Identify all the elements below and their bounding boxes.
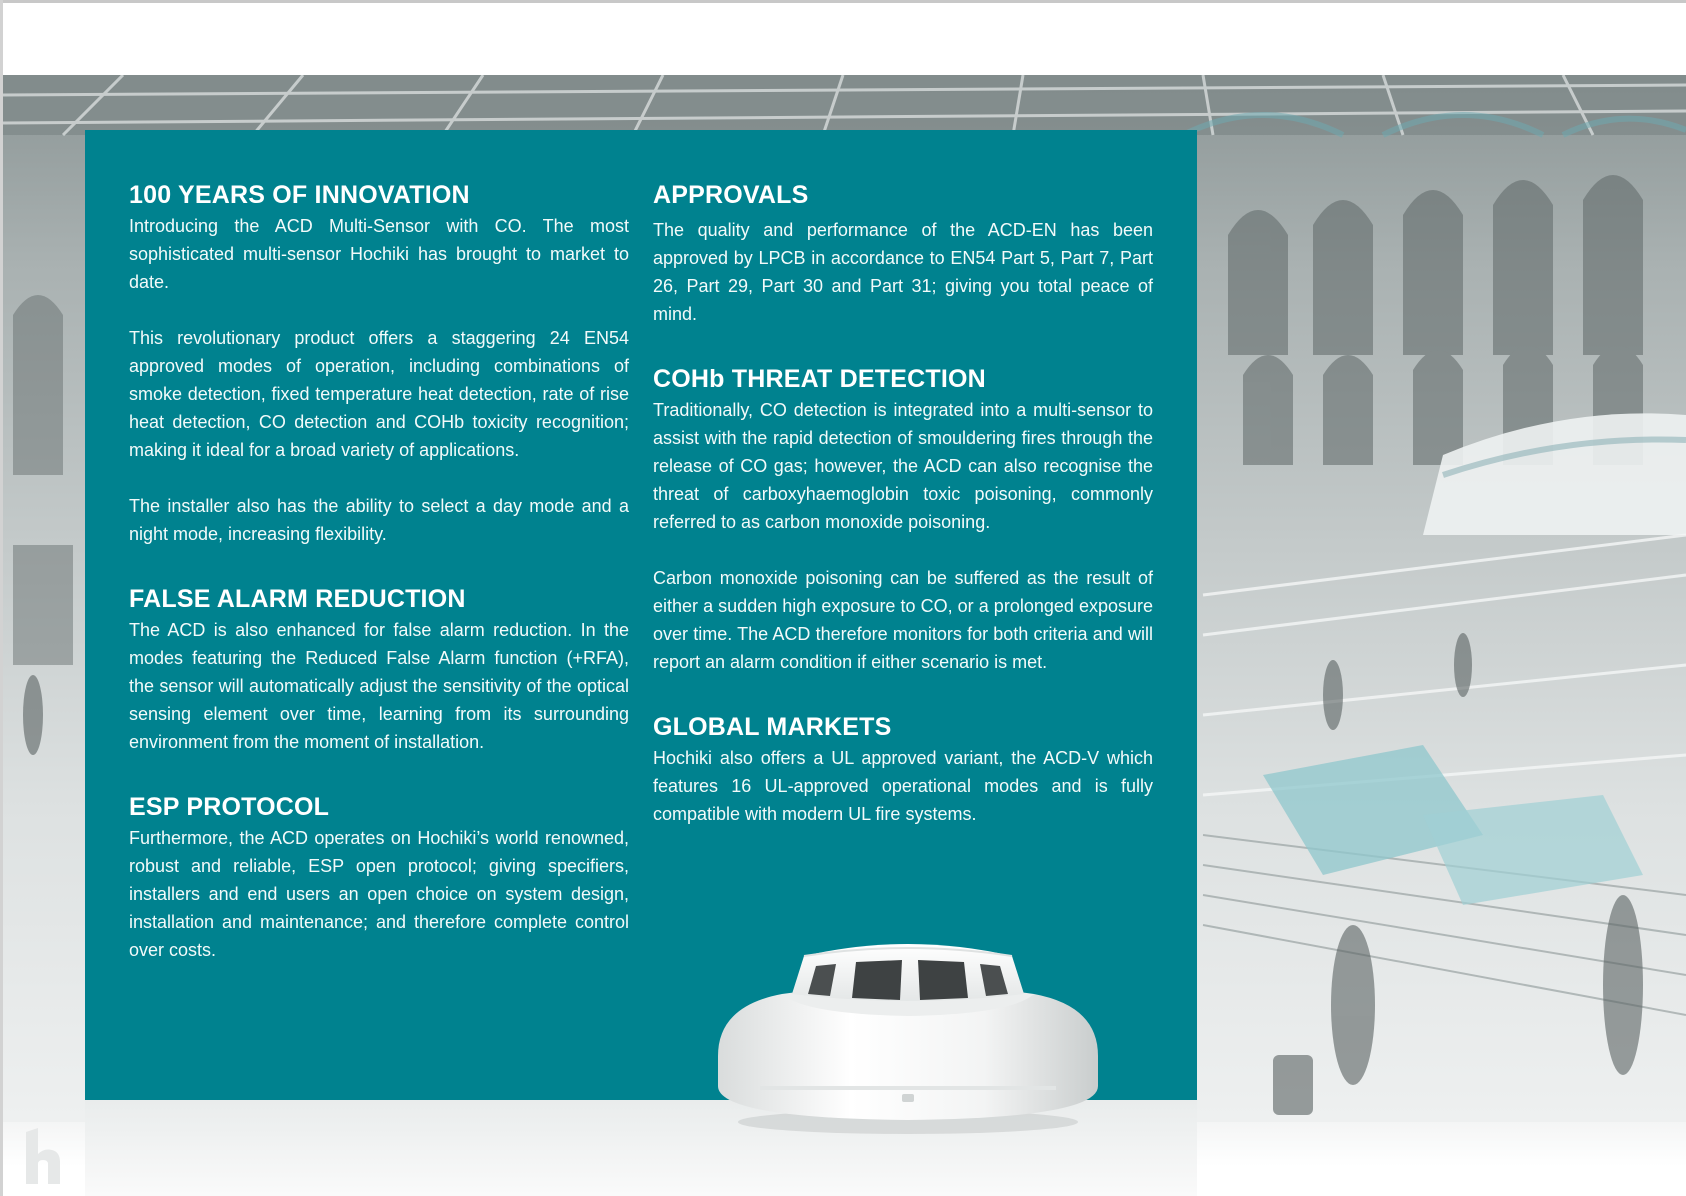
global-markets-paragraph: Hochiki also offers a UL approved variant, the ACD-V which features 16 UL-approved operational modes and is fully compatible with modern UL fire systems.	[653, 748, 1153, 824]
cohb-paragraph-1: Traditionally, CO detection is integrated into a multi-sensor to assist with the rapid detection of smouldering fires through the release of CO gas; however, the ACD can also recognise the threat of carboxyhaemoglobin toxic poisoning, commonly referred to as carbon monoxide poisoning.	[653, 400, 1153, 532]
innovation-paragraph-3: The installer also has the ability to select a day mode and a night mode, increasing flexibility.	[129, 496, 629, 544]
section-false-alarm	[129, 582, 629, 756]
section-approvals	[653, 178, 1153, 328]
approvals-paragraph: The quality and performance of the ACD-EN has been approved by LPCB in accordance to EN54 Part 5, Part 7, Part 26, Part 29, Part 30 and Part 31; giving you total peace of mind.	[653, 220, 1153, 324]
innovation-heading: 100 YEARS OF INNOVATION	[129, 181, 470, 209]
section-global-markets	[653, 710, 1153, 828]
false-alarm-paragraph: The ACD is also enhanced for false alarm reduction. In the modes featuring the Reduced False Alarm function (+RFA), the sensor will automatically adjust the sensitivity of the optical sensing element over time, learning from its surrounding environment from the moment of installation.	[129, 620, 629, 752]
cohb-paragraph-2: Carbon monoxide poisoning can be suffered as the result of either a sudden high exposure to CO, or a prolonged exposure over time. The ACD therefore monitors for both criteria and will report an alarm condition if either scenario is met.	[653, 568, 1153, 672]
section-esp-protocol	[129, 790, 629, 964]
cohb-heading: COHb THREAT DETECTION	[653, 365, 986, 393]
section-innovation	[129, 178, 629, 548]
hochiki-logo-mark	[22, 1128, 62, 1184]
false-alarm-heading: FALSE ALARM REDUCTION	[129, 585, 466, 613]
esp-protocol-paragraph: Furthermore, the ACD operates on Hochiki’s world renowned, robust and reliable, ESP open protocol; giving specifiers, installers and end users an open choice on system design, installation and maintenance; and therefore complete control over costs.	[129, 828, 629, 960]
smoke-detector-image	[712, 936, 1104, 1136]
left-column	[129, 178, 629, 964]
innovation-paragraph-2: This revolutionary product offers a staggering 24 EN54 approved modes of operation, including combinations of smoke detection, fixed temperature heat detection, rate of rise heat detection, CO detection and COHb toxicity recognition; making it ideal for a broad variety of applications.	[129, 328, 629, 460]
esp-protocol-heading: ESP PROTOCOL	[129, 793, 330, 821]
global-markets-heading: GLOBAL MARKETS	[653, 713, 892, 741]
innovation-paragraph-1: Introducing the ACD Multi-Sensor with CO. The most sophisticated multi-sensor Hochiki has brought to market to date.	[129, 216, 629, 292]
section-cohb	[653, 362, 1153, 676]
approvals-heading: APPROVALS	[653, 181, 809, 209]
page-top-border	[0, 0, 1686, 3]
right-column	[653, 178, 1153, 828]
